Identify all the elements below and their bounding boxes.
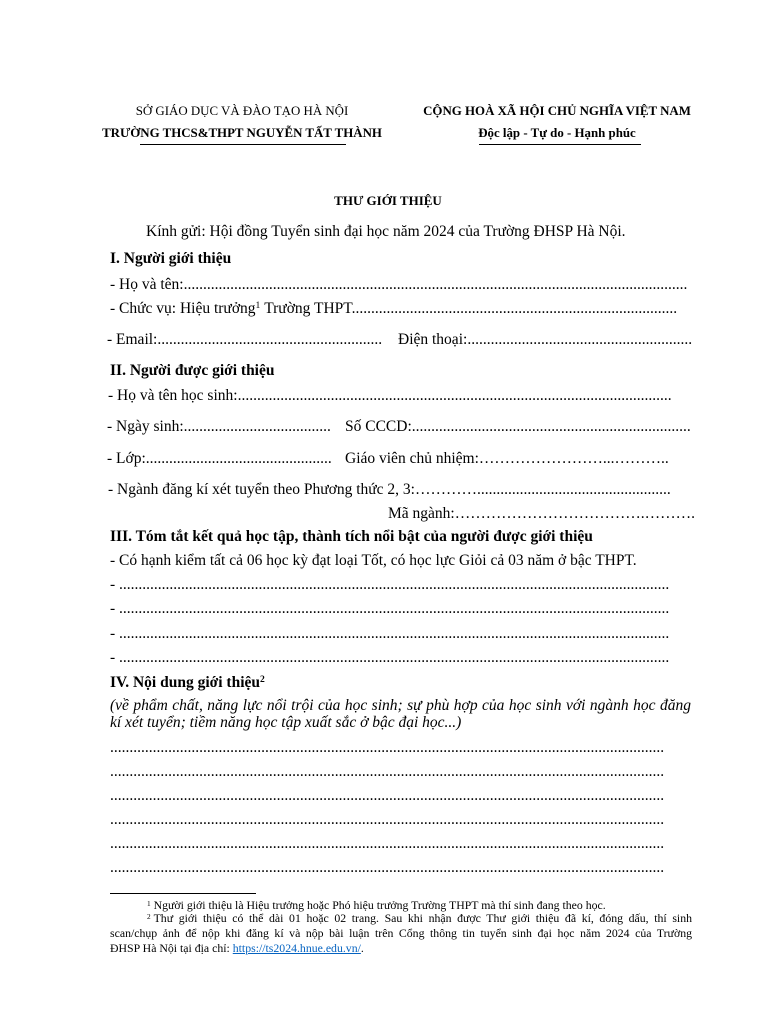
footnote-text: Thư giới thiệu có thể dài 01 hoặc 02 trang. Sau khi nhận được Thư giới thiệu đã kí, đóng dấu, thí sinh <box>153 911 692 925</box>
field-label: - Chức vụ: Hiệu trưởng <box>110 300 256 317</box>
motto-underline <box>479 144 641 145</box>
blank-line: ............................................................................................................................................... <box>110 787 665 804</box>
national-title: CỘNG HOÀ XÃ HỘI CHỦ NGHĨA VIỆT NAM <box>423 104 691 118</box>
section-4-heading-text: IV. Nội dung giới thiệu <box>110 674 260 691</box>
department-name: SỞ GIÁO DỤC VÀ ĐÀO TẠO HÀ NỘI <box>135 104 349 118</box>
recommender-name-field <box>110 276 688 294</box>
field-label: - Ngày sinh: <box>107 418 184 435</box>
field-label: Giáo viên chủ nhiệm: <box>345 450 479 467</box>
footnote-1 <box>147 898 606 912</box>
dotted-leader: .................................................................................................................................. <box>183 276 688 293</box>
field-label: - Họ và tên: <box>110 276 184 293</box>
student-name-field <box>108 387 672 405</box>
student-class-field <box>107 450 332 468</box>
national-motto: Độc lập - Tự do - Hạnh phúc <box>478 126 636 140</box>
field-label: - Email: <box>107 331 158 348</box>
section-3-heading: III. Tóm tắt kết quả học tập, thành tích nổi bật của người được giới thiệu <box>110 528 593 545</box>
footnote-ref-2: 2 <box>260 674 265 686</box>
dotted-leader: ................................................ <box>145 450 332 467</box>
blank-line: - .............................................................................................................................................. <box>110 576 670 593</box>
dotted-leader: ........................................................................ <box>411 418 691 435</box>
major-code-field <box>388 505 700 523</box>
salutation: Kính gửi: Hội đồng Tuyển sinh đại học năm 2024 của Trường ĐHSP Hà Nội. <box>146 223 626 240</box>
homeroom-teacher-field <box>345 450 685 468</box>
section-2-heading: II. Người được giới thiệu <box>110 362 275 379</box>
blank-line: ............................................................................................................................................... <box>110 811 665 828</box>
field-label: Mã ngành: <box>388 505 455 522</box>
field-label: - Lớp: <box>107 450 146 467</box>
blank-line: ............................................................................................................................................... <box>110 835 665 852</box>
footnote-ref-1: 1 <box>255 300 261 312</box>
footnote-marker: 2 <box>147 911 151 921</box>
blank-line: ............................................................................................................................................... <box>110 739 665 756</box>
dotted-leader: .......................................................... <box>467 331 693 348</box>
field-label: Điện thoại: <box>398 331 468 348</box>
footnote-text: . <box>360 941 364 955</box>
school-name-underline <box>140 144 346 145</box>
dotted-leader: ………….................................................. <box>414 481 671 498</box>
school-name: TRƯỜNG THCS&THPT NGUYỄN TẤT THÀNH <box>102 126 382 140</box>
field-label: Số CCCD: <box>345 418 412 435</box>
recommender-phone-field <box>398 331 693 349</box>
major-field <box>108 481 671 499</box>
student-id-number-field <box>345 418 691 436</box>
footnote-2-line: scan/chụp ảnh để nộp khi đăng kí và nộp bài luận trên Cổng thông tin tuyển sinh đại học năm 2024 của Trường <box>110 926 692 940</box>
dotted-leader: ...................................... <box>183 418 331 435</box>
dotted-leader: .................................................................................... <box>351 300 678 317</box>
footnote-separator <box>110 893 256 894</box>
dotted-leader: .......................................................... <box>157 331 383 348</box>
blank-line: - .............................................................................................................................................. <box>110 625 670 642</box>
footnote-2-line <box>147 911 692 925</box>
blank-line: ............................................................................................................................................... <box>110 763 665 780</box>
document-title: THƯ GIỚI THIỆU <box>334 193 442 208</box>
guidance-text-line: kí xét tuyển; tiềm năng học tập xuất sắc ở bậc đại học...) <box>110 714 462 731</box>
section-1-heading: I. Người giới thiệu <box>110 250 232 267</box>
dotted-leader: ……………………...……….. <box>478 450 669 467</box>
admissions-portal-link[interactable]: https://ts2024.hnue.edu.vn/ <box>232 941 361 955</box>
footnote-2-line <box>110 941 364 955</box>
field-label: - Họ và tên học sinh: <box>108 387 238 404</box>
blank-line: ............................................................................................................................................... <box>110 859 665 876</box>
field-label-suffix: Trường THPT <box>264 300 352 317</box>
footnote-text: ĐHSP Hà Nội tại địa chỉ: <box>110 941 230 955</box>
student-dob-field <box>107 418 331 436</box>
blank-line: - .............................................................................................................................................. <box>110 600 670 617</box>
recommender-position-field <box>110 300 678 318</box>
dotted-leader: ……………………………….………. <box>454 505 695 522</box>
footnote-text: Người giới thiệu là Hiệu trưởng hoặc Phó hiệu trưởng Trường THPT mà thí sinh đang theo học. <box>153 898 606 912</box>
section-4-heading <box>110 674 265 692</box>
conduct-statement: - Có hạnh kiểm tất cả 06 học kỳ đạt loại Tốt, có học lực Giỏi cả 03 năm ở bậc THPT. <box>110 552 637 569</box>
blank-line: - .............................................................................................................................................. <box>110 649 670 666</box>
recommender-email-field <box>107 331 383 349</box>
guidance-text-line: (về phẩm chất, năng lực nổi trội của học sinh; sự phù hợp của học sinh với ngành học đăng <box>110 697 691 714</box>
field-label: - Ngành đăng kí xét tuyển theo Phương thức 2, 3: <box>108 481 415 498</box>
dotted-leader: ................................................................................................................ <box>237 387 672 404</box>
footnote-marker: 1 <box>147 898 151 908</box>
